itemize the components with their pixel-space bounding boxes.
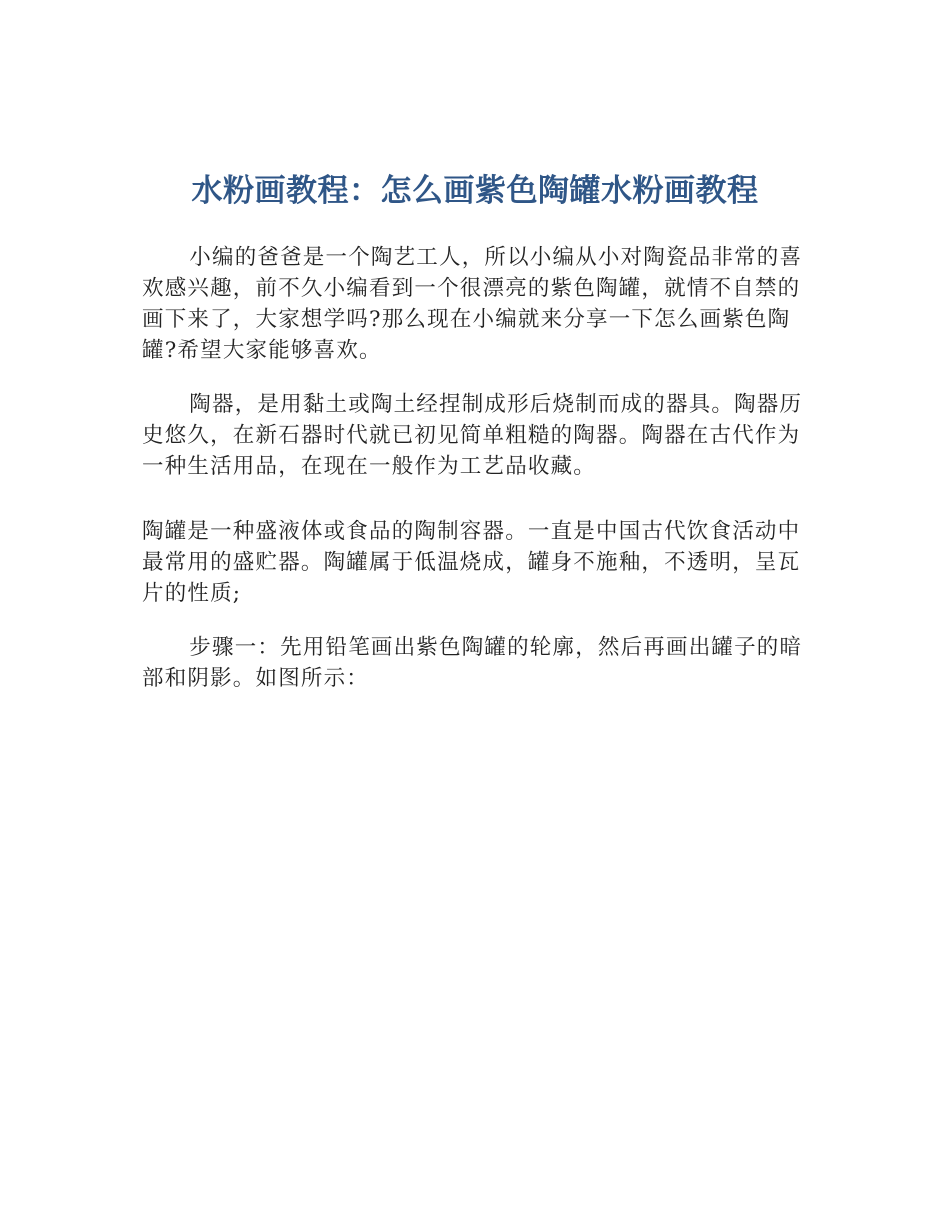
paragraph-intro: 小编的爸爸是一个陶艺工人，所以小编从小对陶瓷品非常的喜欢感兴趣，前不久小编看到一个很漂亮的紫色陶罐，就情不自禁的画下来了，大家想学吗?那么现在小编就来分享一下怎么画紫色陶罐?希望大家能够喜欢。 [142, 245, 803, 363]
paragraph-step-one: 步骤一：先用铅笔画出紫色陶罐的轮廓，然后再画出罐子的暗部和阴影。如图所示： [142, 635, 803, 691]
document-title: 水粉画教程：怎么画紫色陶罐水粉画教程 [191, 172, 759, 209]
paragraph-jar: 陶罐是一种盛液体或食品的陶制容器。一直是中国古代饮食活动中最常用的盛贮器。陶罐属于低温烧成，罐身不施釉，不透明，呈瓦片的性质; [142, 519, 801, 606]
paragraph-pottery: 陶器，是用黏土或陶土经捏制成形后烧制而成的器具。陶器历史悠久，在新石器时代就已初见简单粗糙的陶器。陶器在古代作为一种生活用品，在现在一般作为工艺品收藏。 [142, 392, 803, 479]
